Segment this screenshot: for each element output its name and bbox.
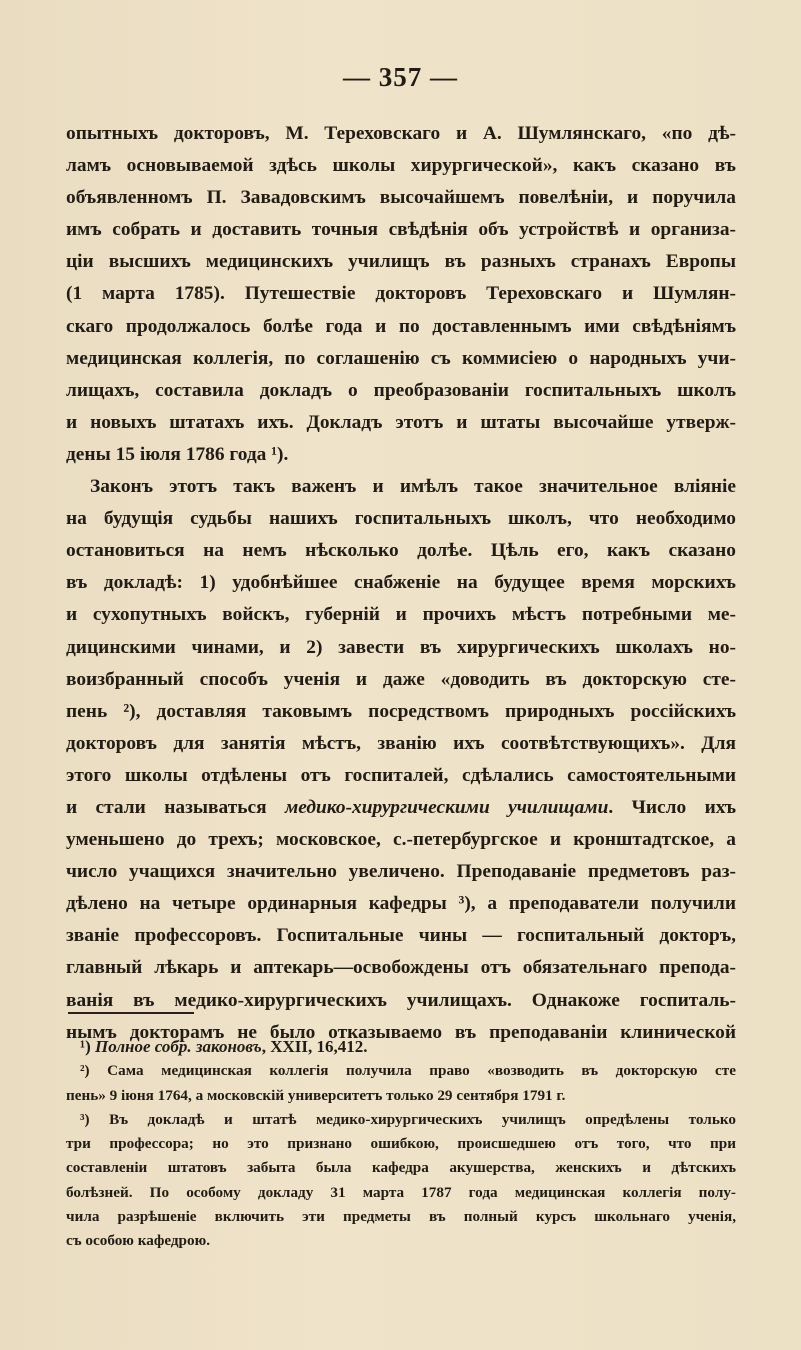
text-line: ванія въ медико-хирургическихъ училищахъ. Однакоже госпиталь- <box>66 989 736 1011</box>
text-line: дицинскими чинами, и 2) завести въ хирургическихъ школахъ но- <box>66 636 736 658</box>
text-line: пень ²), доставляя таковымъ посредствомъ природныхъ россійскихъ <box>66 700 736 722</box>
text-fragment: и стали называться <box>66 796 285 818</box>
text-fragment: . Число ихъ <box>608 796 737 818</box>
footnote-3-line: ³) Въ докладѣ и штатѣ медико-хирургическихъ училищъ опредѣлены только <box>80 1110 736 1128</box>
text-line: главный лѣкарь и аптекарь—освобождены отъ обязательнаго препода- <box>66 957 736 979</box>
footnote-text: , XXII, 16,412. <box>261 1037 368 1056</box>
text-line-italic-term <box>66 792 736 824</box>
text-line: Законъ этотъ такъ важенъ и имѣлъ такое значительное вліяніе <box>90 476 736 498</box>
italic-term: медико-хирургическими училищами <box>284 796 609 818</box>
text-line: въ докладѣ: 1) удобнѣйшее снабженіе на будущее время морскихъ <box>66 572 736 594</box>
text-line: этого школы отдѣлены отъ госпиталей, сдѣлались самостоятельными <box>66 764 736 786</box>
text-line: скаго продолжалось болѣе года и по доставленнымъ ими свѣдѣніямъ <box>66 315 736 337</box>
text-line: число учащихся значительно увеличено. Преподаваніе предметовъ раз- <box>66 861 736 883</box>
footnote-source: Полное собр. законовъ <box>95 1037 262 1056</box>
footnote-2-line: ²) Сама медицинская коллегія получила право «возводить въ докторскую сте <box>80 1062 736 1080</box>
text-line: нымъ докторамъ не было отказываемо въ преподаваніи клинической <box>66 1021 736 1043</box>
footnote-3-line: три профессора; но это признано ошибкою, происшедшею отъ того, что при <box>66 1135 736 1153</box>
text-line: ціи высшихъ медицинскихъ училищъ въ разныхъ странахъ Европы <box>66 251 736 273</box>
footnote-divider <box>68 1012 194 1014</box>
footnote-2-line: пень» 9 іюня 1764, а московскій университетъ только 29 сентября 1791 г. <box>66 1086 566 1104</box>
text-line: уменьшено до трехъ; московское, с.-петербургское и кронштадтское, а <box>66 829 736 851</box>
footnote-mark: ¹) <box>80 1037 91 1056</box>
text-line: на будущія судьбы нашихъ госпитальныхъ школъ, что необходимо <box>66 508 736 530</box>
text-line: остановиться на немъ нѣсколько долѣе. Цѣль его, какъ сказано <box>66 540 736 562</box>
text-line: и новыхъ штатахъ ихъ. Докладъ этотъ и штаты высочайше утверж- <box>66 411 736 433</box>
footnotes <box>66 1035 736 1254</box>
text-line: медицинская коллегія, по соглашенію съ коммисіею о народныхъ учи- <box>66 347 736 369</box>
page-number: — 357 — <box>343 62 458 92</box>
footnote-3-line: чила разрѣшеніе включить эти предметы въ полный курсъ школьнаго ученія, <box>66 1208 736 1226</box>
text-line: ламъ основываемой здѣсь школы хирургической», какъ сказано въ <box>66 155 736 177</box>
text-line: воизбранный способъ ученія и даже «доводить въ докторскую сте- <box>66 668 736 690</box>
text-line: докторовъ для занятія мѣстъ, званію ихъ соотвѣтствующихъ». Для <box>66 732 736 754</box>
text-line: дѣлено на четыре ординарныя кафедры ³), а преподаватели получили <box>66 893 736 915</box>
footnote-3-line: болѣзней. По особому докладу 31 марта 1787 года медицинская коллегія полу- <box>66 1183 736 1201</box>
text-line: дены 15 іюля 1786 года ¹). <box>66 443 289 465</box>
main-text <box>66 118 736 1049</box>
text-line: лищахъ, составила докладъ о преобразованіи госпитальныхъ школъ <box>66 379 736 401</box>
text-line: опытныхъ докторовъ, М. Тереховскаго и А. Шумлянскаго, «по дѣ- <box>66 123 736 144</box>
footnote-3-line: составленіи штатовъ забыта была кафедра акушерства, женскихъ и дѣтскихъ <box>66 1159 736 1177</box>
text-line: званіе профессоровъ. Госпитальные чины — госпитальный докторъ, <box>66 925 736 947</box>
text-line: (1 марта 1785). Путешествіе докторовъ Тереховскаго и Шумлян- <box>66 283 736 305</box>
text-line: имъ собрать и доставить точныя свѣдѣнія объ устройствѣ и организа- <box>66 219 736 241</box>
footnote-3-line: съ особою кафедрою. <box>66 1232 210 1250</box>
footnote-1 <box>66 1035 736 1059</box>
text-line: и сухопутныхъ войскъ, губерній и прочихъ мѣстъ потребными ме- <box>66 604 736 626</box>
text-line: объявленномъ П. Завадовскимъ высочайшемъ повелѣніи, и поручила <box>66 187 736 209</box>
